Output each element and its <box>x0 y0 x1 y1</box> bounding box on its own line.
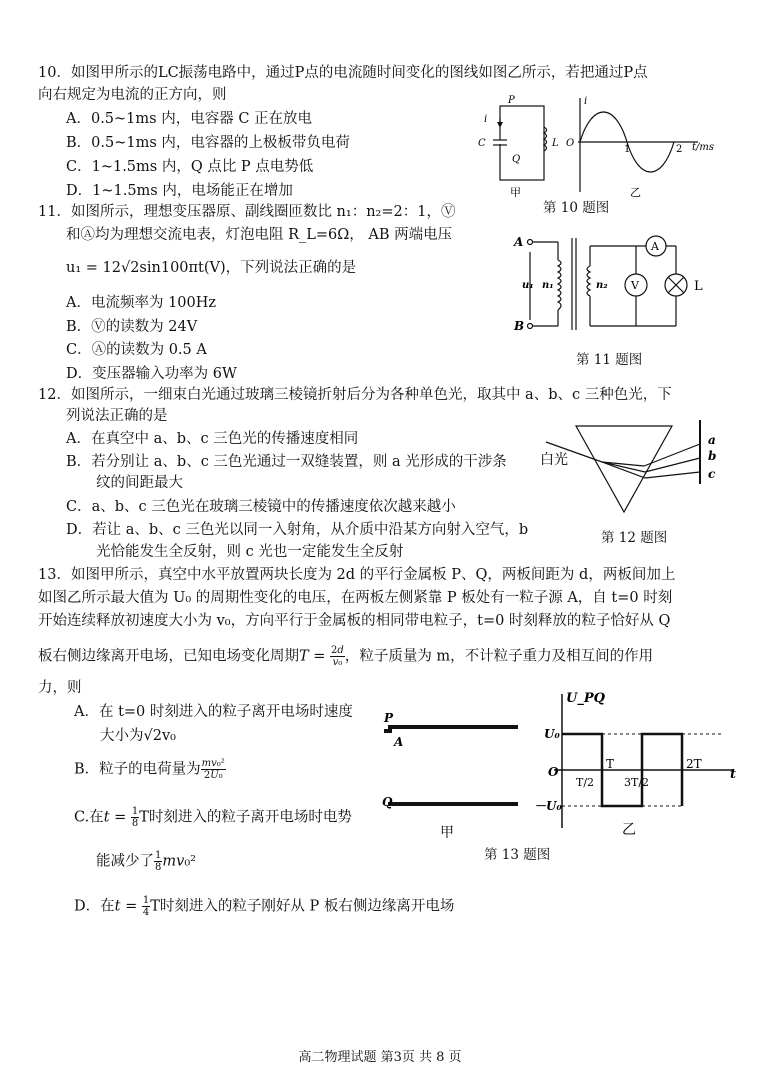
q11-label-u1: u₁ <box>522 280 534 291</box>
q13-label-u0: U₀ <box>544 727 560 741</box>
q13-plate-p <box>388 725 518 729</box>
q12-label-white: 白光 <box>540 452 568 468</box>
q13-period-fraction: $\frac{2d}{\text{v₀}}$ <box>331 645 344 668</box>
q13-tick-3t2: 3T/2 <box>624 776 650 789</box>
q10-label-o: O <box>566 138 575 149</box>
q10-lc-circuit <box>492 106 547 180</box>
q12-option-d-line1: D．若让 a、b、c 三色光以同一入射角，从介质中沿某方向射入空气，b <box>66 522 529 538</box>
q10-label-tms: t/ms <box>692 142 715 153</box>
q13-label-jia: 甲 <box>440 825 454 841</box>
q13-option-c-line2: 能减少了 $\frac{1}{8}$ mv₀² <box>96 850 196 873</box>
q13-plate-q <box>388 802 518 806</box>
q13-label-o: O <box>548 765 559 779</box>
q10-stem-line1: 10．如图甲所示的LC振荡电路中，通过P点的电流随时间变化的图线如图乙所示，若把通过P点 <box>38 65 648 81</box>
q11-label-n2: n₂ <box>596 280 608 291</box>
q13-stem4-part2: ，粒子质量为 m，不计粒子重力及相互间的作用 <box>344 648 654 665</box>
q10-option-c: C．1~1.5ms 内，Q 点比 P 点电势低 <box>66 159 314 175</box>
q13-plates-figure <box>380 702 530 842</box>
q12-label-a: a <box>708 433 716 447</box>
q13-tick-t: T <box>606 757 615 771</box>
q13-option-a-line2: 大小为√2v₀ <box>100 728 176 744</box>
q13-source-a <box>384 729 392 733</box>
q13-voltage-graph <box>532 688 742 838</box>
q13-stem-line1: 13．如图甲所示，真空中水平放置两块长度为 2d 的平行金属板 P、Q，两板间距为 d，两板间加上 <box>38 567 676 583</box>
q13-label-p: P <box>384 711 394 725</box>
q12-ray-a <box>644 444 700 466</box>
q12-label-c: c <box>708 467 716 481</box>
q10-label-c: C <box>478 138 486 149</box>
q10-tick-2: 2 <box>676 144 683 155</box>
q10-label-q: Q <box>512 154 521 165</box>
q12-option-b-line1: B．若分别让 a、b、c 三色光通过一双缝装置，则 a 光形成的干涉条 <box>66 454 507 470</box>
q13-option-c-line1: C.在t = $\frac{1}{8}$ T时刻进入的粒子离开电场时电势 <box>74 806 352 829</box>
q10-label-i: i <box>484 114 488 125</box>
q13-option-d-text: T时刻进入的粒子刚好从 P 板右侧边缘离开电场 <box>150 898 455 915</box>
q10-label-p: P <box>508 95 515 106</box>
q13-stem-line2: 如图乙所示最大值为 U₀ 的周期性变化的电压，在两板左侧紧靠 P 板处有一粒子源 A，自 t=0 时刻 <box>38 590 673 606</box>
q11-label-b-terminal: B <box>514 319 525 333</box>
q11-figure <box>506 230 726 340</box>
q12-option-c: C．a、b、c 三色光在玻璃三棱镜中的传播速度依次越来越小 <box>66 499 456 515</box>
q10-label-l: L <box>552 138 559 149</box>
q13-option-d-lead: D．在 <box>74 898 115 915</box>
q12-stem-line1: 12．如图所示，一细束白光通过玻璃三棱镜折射后分为各种单色光，取其中 a、b、c 三种色光，下 <box>38 387 672 403</box>
q13-label-yi: 乙 <box>622 822 636 838</box>
q12-prism-figure <box>532 416 728 522</box>
q10-label-jia: 甲 <box>510 186 521 199</box>
q11-label-n1: n₁ <box>542 280 554 291</box>
q13-label-neg-u0: －U₀ <box>534 799 562 813</box>
q10-figure <box>470 92 730 200</box>
q10-stem-line2: 向右规定为电流的正方向，则 <box>38 87 227 103</box>
q13-option-b-fraction: $\frac{\text{mv₀²}}{\text{2U₀}}$ <box>201 758 225 781</box>
q10-option-d: D．1~1.5ms 内，电场能正在增加 <box>66 183 293 199</box>
q13-option-b <box>74 758 226 781</box>
q13-option-b-text: B．粒子的电荷量为 <box>74 761 201 778</box>
q13-label-q: Q <box>382 795 393 809</box>
q13-option-c-lead: C.在 <box>74 809 104 826</box>
q13-tick-2t: 2T <box>686 757 702 771</box>
q11-stem-line2: 和Ⓐ均为理想交流电表，灯泡电阻 R_L=6Ω， AB 两端电压 <box>66 227 453 243</box>
q13-stem-line5: 力，则 <box>38 680 82 696</box>
q13-label-a: A <box>394 735 404 749</box>
q13-option-c-energy: 能减少了 <box>96 853 154 870</box>
q12-option-b-line2: 纹的间距最大 <box>96 475 183 491</box>
q12-ray-c <box>645 472 700 478</box>
q12-option-d-line2: 光恰能发生全反射，则 c 光也一定能发生全反射 <box>96 544 404 560</box>
q13-option-a-line1: A．在 t=0 时刻进入的粒子离开电场时速度 <box>74 704 353 720</box>
q13-tick-t2: T/2 <box>576 776 595 789</box>
q10-tick-1: 1 <box>624 144 631 155</box>
q11-formula: u₁ = 12√2sin100πt(V) <box>66 260 226 276</box>
q11-option-a: A．电流频率为 100Hz <box>66 295 217 311</box>
q11-option-c: C．Ⓐ的读数为 0.5 A <box>66 342 207 358</box>
q12-caption: 第 12 题图 <box>601 530 668 546</box>
q10-label-axis-i: i <box>584 96 588 107</box>
page-footer: 高二物理试题 第3页 共 8 页 <box>298 1050 462 1065</box>
q10-option-b: B．0.5~1ms 内，电容器的上极板带负电荷 <box>66 135 350 151</box>
q10-caption: 第 10 题图 <box>543 200 610 216</box>
q10-label-yi: 乙 <box>630 186 641 199</box>
q13-caption: 第 13 题图 <box>484 847 551 863</box>
q11-stem-line1: 11．如图所示，理想变压器原、副线圈匝数比 n₁：n₂=2：1，Ⓥ <box>38 204 456 220</box>
q13-stem-line4: 板右侧边缘离开电场，已知电场变化周期T = $\frac{2d}{\text{v₀}}$ ，粒子质量为 m，不计粒子重力及相互间的作用 <box>38 645 654 668</box>
q13-label-t-axis: t <box>730 767 737 782</box>
q12-option-a: A．在真空中 a、b、c 三色光的传播速度相同 <box>66 431 359 447</box>
voltmeter-icon: V <box>631 279 639 292</box>
ammeter-icon: A <box>651 240 659 253</box>
q13-stem4-part1: 板右侧边缘离开电场，已知电场变化周期 <box>38 648 299 665</box>
q13-option-c-text: T时刻进入的粒子离开电场时电势 <box>139 809 352 826</box>
q12-stem-line2: 列说法正确的是 <box>66 408 168 424</box>
q13-option-d: D．在t = $\frac{1}{4}$ T时刻进入的粒子刚好从 P 板右侧边缘离开电场 <box>74 895 455 918</box>
q11-label-a-terminal: A <box>514 235 524 249</box>
q11-stem-line3 <box>66 258 356 278</box>
q10-option-a: A．0.5~1ms 内，电容器 C 正在放电 <box>66 111 313 127</box>
q11-option-b: B．Ⓥ的读数为 24V <box>66 319 198 335</box>
q13-stem-line3: 开始连续释放初速度大小为 v₀，方向平行于金属板的相同带电粒子，t=0 时刻释放的粒子恰好从 Q <box>38 613 671 629</box>
q11-option-d: D．变压器输入功率为 6W <box>66 366 237 382</box>
q11-stem-tail: ，下列说法正确的是 <box>225 260 357 276</box>
q11-caption: 第 11 题图 <box>576 352 643 368</box>
q12-label-b: b <box>708 449 717 463</box>
q11-label-lamp: L <box>694 279 703 294</box>
q13-label-upq: U_PQ <box>566 691 605 706</box>
